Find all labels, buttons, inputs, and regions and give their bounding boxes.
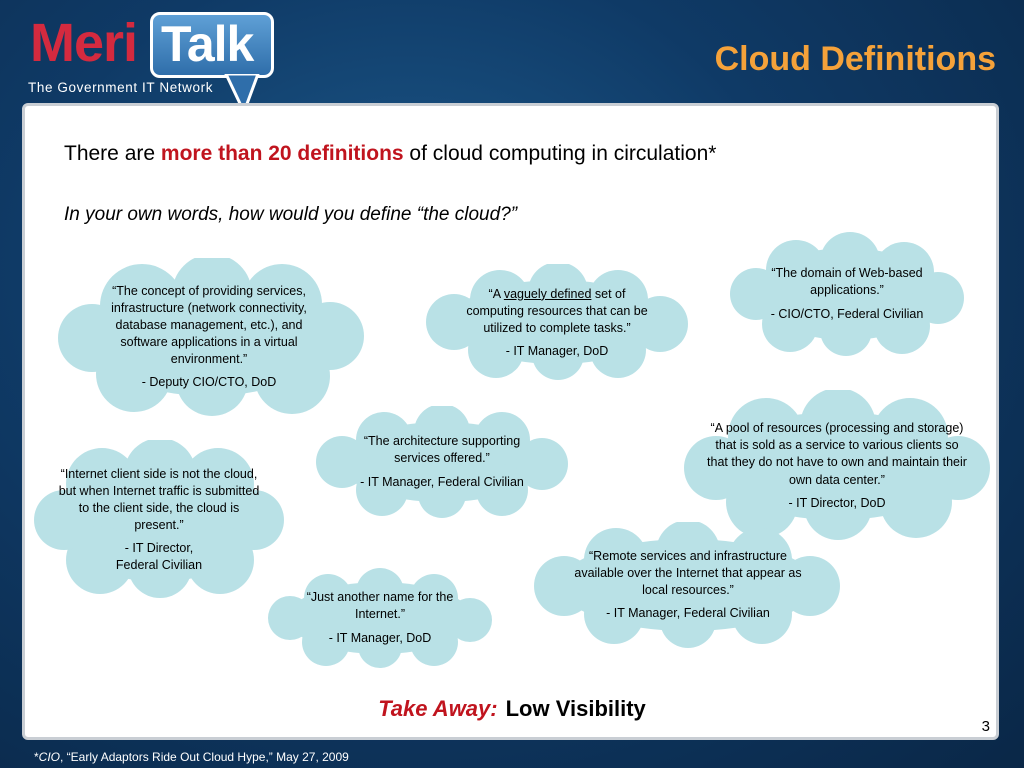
slide-header xyxy=(0,0,1024,105)
slide-title: Cloud Definitions xyxy=(714,40,996,78)
cloud-text xyxy=(568,538,808,632)
cloud-text xyxy=(704,404,970,528)
quote-underlined: vaguely defined xyxy=(503,286,592,301)
cloud-text xyxy=(58,456,260,584)
definition-cloud-remote-services xyxy=(528,522,848,648)
cloud-quote: “The domain of Web-based applications.” xyxy=(771,266,923,298)
cloud-quote: “Remote services and infrastructure available over the Internet that appear as local resources.” xyxy=(574,548,802,597)
logo-talk-text: Talk xyxy=(161,16,254,72)
cloud-source: - IT Manager, Federal Civilian xyxy=(360,474,524,489)
cloud-text xyxy=(754,250,940,338)
intro-prefix: There are xyxy=(64,142,161,165)
page-number: 3 xyxy=(981,718,990,735)
cloud-source: - IT Director, DoD xyxy=(788,495,886,510)
cloud-text xyxy=(288,580,472,656)
intro-question: In your own words, how would you define “the cloud?” xyxy=(64,204,518,225)
cloud-source: - IT Manager, Federal Civilian xyxy=(606,606,770,621)
footnote-rest: , “Early Adaptors Ride Out Cloud Hype,” May 27, 2009 xyxy=(60,750,349,764)
cloud-quote: “The concept of providing services, infrastructure (network connectivity, database management, etc.), and software applications in a virtual environment.” xyxy=(111,283,307,367)
cloud-text xyxy=(96,272,322,402)
logo-tagline: The Government IT Network xyxy=(28,80,214,95)
cloud-source-line1: - IT Director, xyxy=(124,541,194,556)
logo-talk-badge xyxy=(150,12,274,78)
cloud-text xyxy=(462,278,652,368)
cloud-source: - IT Manager, DoD xyxy=(328,630,432,645)
intro-suffix: of cloud computing in circulation* xyxy=(403,142,717,165)
cloud-quote: “A pool of resources (processing and storage) that is sold as a service to various clients so that they do not have to own and maintain their own data center.” xyxy=(707,421,967,487)
definition-cloud-web-domain xyxy=(728,232,966,356)
footnote-star: * xyxy=(34,750,39,764)
cloud-quote: “Internet client side is not the cloud, but when Internet traffic is submitted to the client side, the cloud is present.” xyxy=(58,466,260,532)
cloud-source: - IT Manager, DoD xyxy=(505,344,609,359)
takeaway-label: Take Away: xyxy=(378,696,498,721)
cloud-source xyxy=(116,540,202,574)
footnote xyxy=(34,750,349,764)
cloud-source: - Deputy CIO/CTO, DoD xyxy=(141,375,277,390)
intro-statement xyxy=(64,142,716,166)
cloud-quote: “The architecture supporting services offered.” xyxy=(363,434,521,466)
cloud-quote: “Just another name for the Internet.” xyxy=(306,590,454,622)
cloud-quote xyxy=(462,286,652,337)
cloud-source: - CIO/CTO, Federal Civilian xyxy=(770,306,924,321)
definition-cloud-vaguely-defined xyxy=(422,264,692,380)
intro-highlight: more than 20 definitions xyxy=(160,142,404,165)
definition-cloud-concept xyxy=(52,258,366,416)
definition-cloud-pool-of-resources xyxy=(680,390,994,540)
takeaway-value: Low Visibility xyxy=(505,696,646,721)
logo-meri-text: Meri xyxy=(30,13,138,73)
cloud-source-line2: Federal Civilian xyxy=(115,558,203,573)
definition-cloud-internet-client-side xyxy=(32,440,286,600)
meritalk-logo xyxy=(26,10,286,110)
footnote-source: CIO xyxy=(38,750,61,764)
quote-prefix: “A xyxy=(488,286,504,301)
definition-cloud-architecture xyxy=(312,406,572,518)
cloud-text xyxy=(342,418,542,506)
takeaway xyxy=(0,696,1024,722)
definition-cloud-another-name xyxy=(264,568,496,668)
quote-suffix: set of computing resources that can be utilized to complete tasks.” xyxy=(466,286,648,335)
